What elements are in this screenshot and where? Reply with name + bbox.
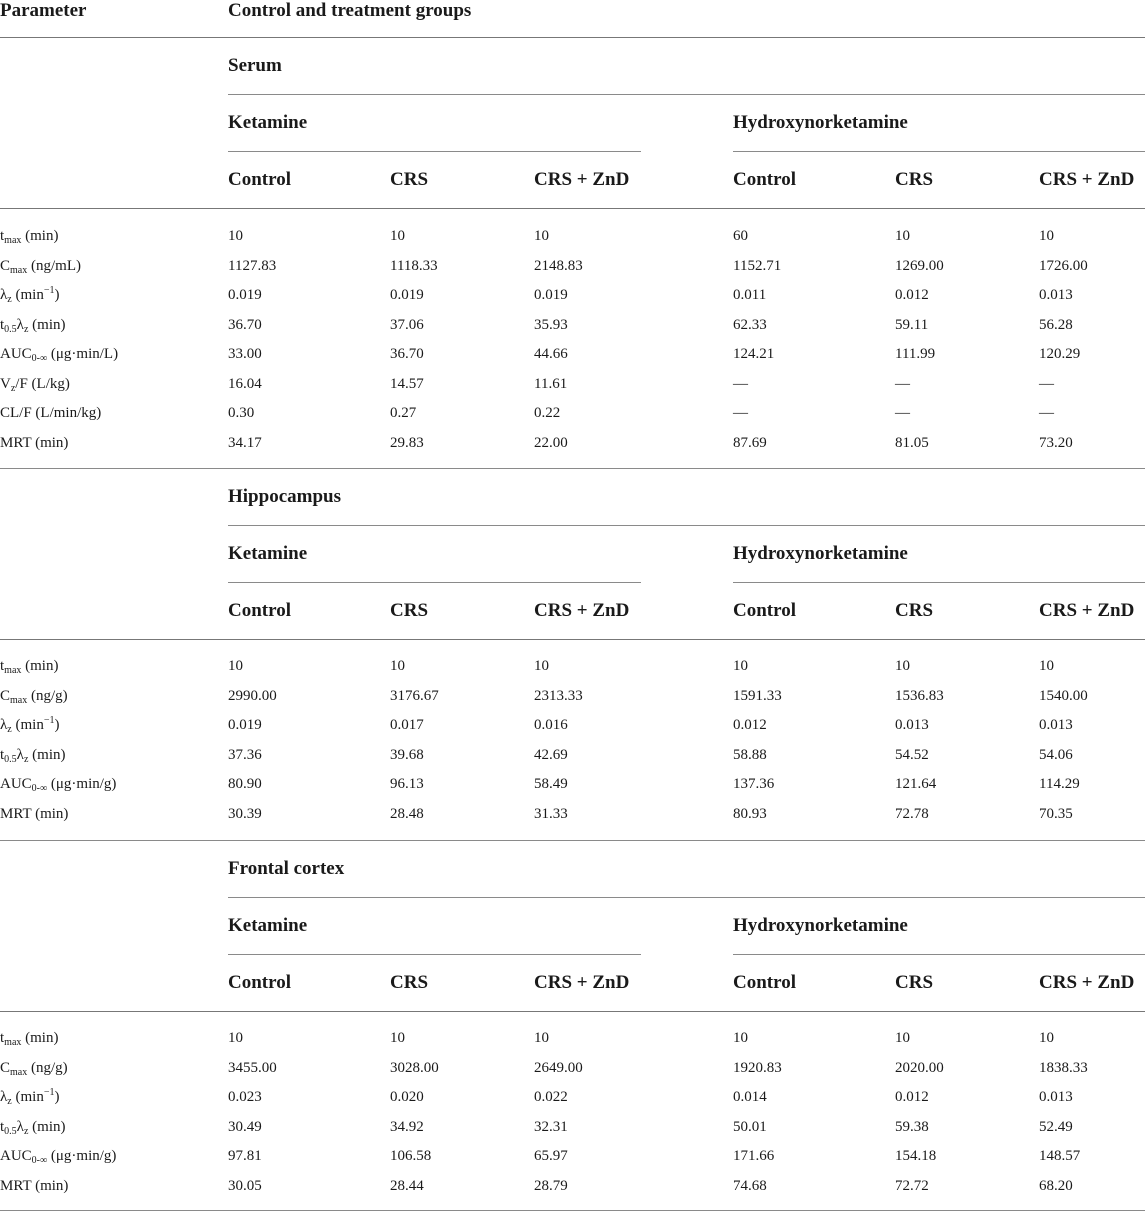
- table-cell: 10: [228, 658, 243, 674]
- analyte-hydroxynorketamine: Hydroxynorketamine: [733, 915, 908, 936]
- section-divider: [0, 840, 1145, 841]
- table-cell: 10: [895, 1030, 910, 1046]
- group-column-header: CRS + ZnD: [1039, 169, 1135, 190]
- table-cell: 59.11: [895, 317, 929, 333]
- table-cell: 59.38: [895, 1119, 929, 1135]
- table-cell: 96.13: [390, 776, 424, 792]
- table-cell: 58.49: [534, 776, 568, 792]
- hnk-underline: [733, 151, 1145, 152]
- table-cell: 0.012: [895, 287, 929, 303]
- table-cell: 34.17: [228, 435, 262, 451]
- table-cell: 0.022: [534, 1089, 568, 1105]
- table-cell: 31.33: [534, 806, 568, 822]
- table-cell: 16.04: [228, 376, 262, 392]
- row-label: $C_{max}$ (ng/mL): [0, 258, 81, 276]
- table-cell: 29.83: [390, 435, 424, 451]
- section-title: Serum: [228, 55, 282, 76]
- table-cell: 65.97: [534, 1148, 568, 1164]
- section-title: Frontal cortex: [228, 858, 345, 879]
- table-cell: 1269.00: [895, 258, 944, 274]
- table-cell: 34.92: [390, 1119, 424, 1135]
- row-label: $\lambda_z$ $(\min^{-1})$: [0, 1087, 60, 1107]
- group-column-header: CRS + ZnD: [534, 600, 630, 621]
- section-divider: [0, 468, 1145, 469]
- table-cell: 0.016: [534, 717, 568, 733]
- row-label: $C_{max}$ (ng/g): [0, 1060, 68, 1078]
- table-cell: 10: [733, 658, 748, 674]
- table-cell: 72.78: [895, 806, 929, 822]
- row-label: $t_{max}$ (min): [0, 1030, 59, 1048]
- table-cell: —: [1039, 405, 1054, 421]
- table-cell: 14.57: [390, 376, 424, 392]
- table-cell: 54.06: [1039, 747, 1073, 763]
- table-cell: 10: [390, 1030, 405, 1046]
- table-cell: 148.57: [1039, 1148, 1081, 1164]
- table-cell: 10: [895, 658, 910, 674]
- table-cell: 0.27: [390, 405, 417, 421]
- row-label: MRT (min): [0, 1178, 69, 1194]
- table-cell: 0.30: [228, 405, 255, 421]
- row-label: $V_z/F$ (L/kg): [0, 376, 70, 394]
- table-cell: 0.019: [390, 287, 424, 303]
- group-column-header: CRS: [390, 169, 429, 190]
- table-cell: 80.93: [733, 806, 767, 822]
- row-label: $AUC_{0-\infty}$ (μg·min/g): [0, 776, 117, 794]
- group-column-header: Control: [228, 600, 291, 621]
- table-cell: 22.00: [534, 435, 568, 451]
- table-cell: 1127.83: [228, 258, 277, 274]
- row-label: $t_{max}$ (min): [0, 658, 59, 676]
- table-bottom-rule: [0, 1210, 1145, 1211]
- table-cell: 3028.00: [390, 1060, 439, 1076]
- header-rule: [0, 37, 1145, 38]
- table-cell: 0.012: [895, 1089, 929, 1105]
- table-cell: 10: [228, 1030, 243, 1046]
- table-cell: 39.68: [390, 747, 424, 763]
- group-column-header: CRS: [895, 600, 934, 621]
- table-cell: 1536.83: [895, 688, 944, 704]
- table-cell: 2990.00: [228, 688, 277, 704]
- ketamine-underline: [228, 954, 641, 955]
- table-cell: 50.01: [733, 1119, 767, 1135]
- table-cell: 0.22: [534, 405, 561, 421]
- table-cell: 111.99: [895, 346, 936, 362]
- table-cell: 0.019: [228, 717, 262, 733]
- table-cell: 124.21: [733, 346, 775, 362]
- row-label: $t_{0.5}\lambda_z$ (min): [0, 317, 66, 335]
- hnk-underline: [733, 582, 1145, 583]
- table-cell: 37.36: [228, 747, 262, 763]
- table-cell: 0.019: [534, 287, 568, 303]
- tissue-underline: [228, 94, 1145, 95]
- table-cell: 3455.00: [228, 1060, 277, 1076]
- analyte-ketamine: Ketamine: [228, 112, 308, 133]
- table-cell: 10: [733, 1030, 748, 1046]
- analyte-hydroxynorketamine: Hydroxynorketamine: [733, 112, 908, 133]
- table-cell: 33.00: [228, 346, 262, 362]
- table-cell: 37.06: [390, 317, 424, 333]
- column-header-rule: [0, 208, 1145, 209]
- group-column-header: CRS + ZnD: [1039, 600, 1135, 621]
- table-cell: 80.90: [228, 776, 262, 792]
- table-cell: 0.020: [390, 1089, 424, 1105]
- analyte-hydroxynorketamine: Hydroxynorketamine: [733, 543, 908, 564]
- column-header-rule: [0, 639, 1145, 640]
- groups-column-header: Control and treatment groups: [228, 0, 472, 21]
- table-cell: 36.70: [228, 317, 262, 333]
- table-cell: 81.05: [895, 435, 929, 451]
- table-cell: 30.05: [228, 1178, 262, 1194]
- table-cell: 36.70: [390, 346, 424, 362]
- table-cell: 0.012: [733, 717, 767, 733]
- table-cell: 2313.33: [534, 688, 583, 704]
- table-cell: 56.28: [1039, 317, 1073, 333]
- table-cell: 154.18: [895, 1148, 937, 1164]
- group-column-header: CRS: [895, 972, 934, 993]
- row-label: $t_{0.5}\lambda_z$ (min): [0, 747, 66, 765]
- group-column-header: CRS + ZnD: [534, 972, 630, 993]
- table-cell: 1118.33: [390, 258, 438, 274]
- table-cell: 10: [1039, 1030, 1054, 1046]
- table-cell: 171.66: [733, 1148, 775, 1164]
- row-label: MRT (min): [0, 806, 69, 822]
- table-cell: 30.49: [228, 1119, 262, 1135]
- table-cell: 1591.33: [733, 688, 782, 704]
- table-cell: 1726.00: [1039, 258, 1088, 274]
- table-cell: 10: [534, 658, 549, 674]
- table-cell: 60: [733, 228, 748, 244]
- table-cell: 0.011: [733, 287, 767, 303]
- table-cell: 73.20: [1039, 435, 1073, 451]
- table-cell: 58.88: [733, 747, 767, 763]
- table-cell: 11.61: [534, 376, 568, 392]
- table-cell: 28.79: [534, 1178, 568, 1194]
- table-cell: —: [895, 405, 910, 421]
- row-label: $AUC_{0-\infty}$ (μg·min/L): [0, 346, 119, 364]
- table-cell: 62.33: [733, 317, 767, 333]
- table-cell: 10: [228, 228, 243, 244]
- table-cell: 0.013: [1039, 717, 1073, 733]
- table-cell: 10: [390, 658, 405, 674]
- table-cell: 32.31: [534, 1119, 568, 1135]
- table-cell: 0.014: [733, 1089, 767, 1105]
- table-cell: 87.69: [733, 435, 767, 451]
- table-cell: 121.64: [895, 776, 937, 792]
- table-cell: 0.019: [228, 287, 262, 303]
- ketamine-underline: [228, 582, 641, 583]
- table-cell: —: [733, 376, 748, 392]
- table-cell: 0.023: [228, 1089, 262, 1105]
- table-cell: —: [1039, 376, 1054, 392]
- row-label: $t_{0.5}\lambda_z$ (min): [0, 1119, 66, 1137]
- table-cell: 3176.67: [390, 688, 439, 704]
- table-cell: 97.81: [228, 1148, 262, 1164]
- row-label: $\lambda_z$ $(\min^{-1})$: [0, 285, 60, 305]
- row-label: $\lambda_z$ $(\min^{-1})$: [0, 715, 60, 735]
- table-cell: 68.20: [1039, 1178, 1073, 1194]
- table-cell: 137.36: [733, 776, 775, 792]
- analyte-ketamine: Ketamine: [228, 915, 308, 936]
- table-cell: 74.68: [733, 1178, 767, 1194]
- table-cell: 30.39: [228, 806, 262, 822]
- group-column-header: Control: [228, 972, 291, 993]
- row-label: $C_{max}$ (ng/g): [0, 688, 68, 706]
- ketamine-underline: [228, 151, 641, 152]
- table-cell: 35.93: [534, 317, 568, 333]
- table-cell: 1540.00: [1039, 688, 1088, 704]
- group-column-header: CRS + ZnD: [534, 169, 630, 190]
- analyte-ketamine: Ketamine: [228, 543, 308, 564]
- table-cell: —: [895, 376, 910, 392]
- parameter-column-header: Parameter: [0, 0, 87, 21]
- table-cell: 52.49: [1039, 1119, 1073, 1135]
- table-cell: 28.48: [390, 806, 424, 822]
- table-cell: 42.69: [534, 747, 568, 763]
- group-column-header: CRS: [390, 600, 429, 621]
- table-cell: —: [733, 405, 748, 421]
- table-cell: 28.44: [390, 1178, 424, 1194]
- tissue-underline: [228, 897, 1145, 898]
- table-cell: 44.66: [534, 346, 568, 362]
- row-label: $AUC_{0-\infty}$ (μg·min/g): [0, 1148, 117, 1166]
- table-cell: 10: [1039, 658, 1054, 674]
- table-cell: 114.29: [1039, 776, 1080, 792]
- group-column-header: CRS: [895, 169, 934, 190]
- table-cell: 1838.33: [1039, 1060, 1088, 1076]
- group-column-header: Control: [733, 972, 796, 993]
- table-cell: 2649.00: [534, 1060, 583, 1076]
- table-cell: 54.52: [895, 747, 929, 763]
- table-cell: 70.35: [1039, 806, 1073, 822]
- table-cell: 0.013: [1039, 1089, 1073, 1105]
- group-column-header: Control: [733, 600, 796, 621]
- table-cell: 1920.83: [733, 1060, 782, 1076]
- section-title: Hippocampus: [228, 486, 341, 507]
- table-cell: 106.58: [390, 1148, 432, 1164]
- table-cell: 72.72: [895, 1178, 929, 1194]
- table-cell: 10: [390, 228, 405, 244]
- table-cell: 1152.71: [733, 258, 782, 274]
- group-column-header: Control: [228, 169, 291, 190]
- table-cell: 0.013: [895, 717, 929, 733]
- hnk-underline: [733, 954, 1145, 955]
- table-cell: 10: [534, 1030, 549, 1046]
- table-cell: 0.013: [1039, 287, 1073, 303]
- group-column-header: CRS + ZnD: [1039, 972, 1135, 993]
- table-cell: 2148.83: [534, 258, 583, 274]
- table-cell: 10: [895, 228, 910, 244]
- row-label: CL/F (L/min/kg): [0, 405, 102, 421]
- group-column-header: Control: [733, 169, 796, 190]
- table-cell: 2020.00: [895, 1060, 944, 1076]
- table-cell: 10: [534, 228, 549, 244]
- tissue-underline: [228, 525, 1145, 526]
- table-cell: 10: [1039, 228, 1054, 244]
- row-label: $t_{max}$ (min): [0, 228, 59, 246]
- group-column-header: CRS: [390, 972, 429, 993]
- column-header-rule: [0, 1011, 1145, 1012]
- table-cell: 120.29: [1039, 346, 1081, 362]
- table-cell: 0.017: [390, 717, 424, 733]
- row-label: MRT (min): [0, 435, 69, 451]
